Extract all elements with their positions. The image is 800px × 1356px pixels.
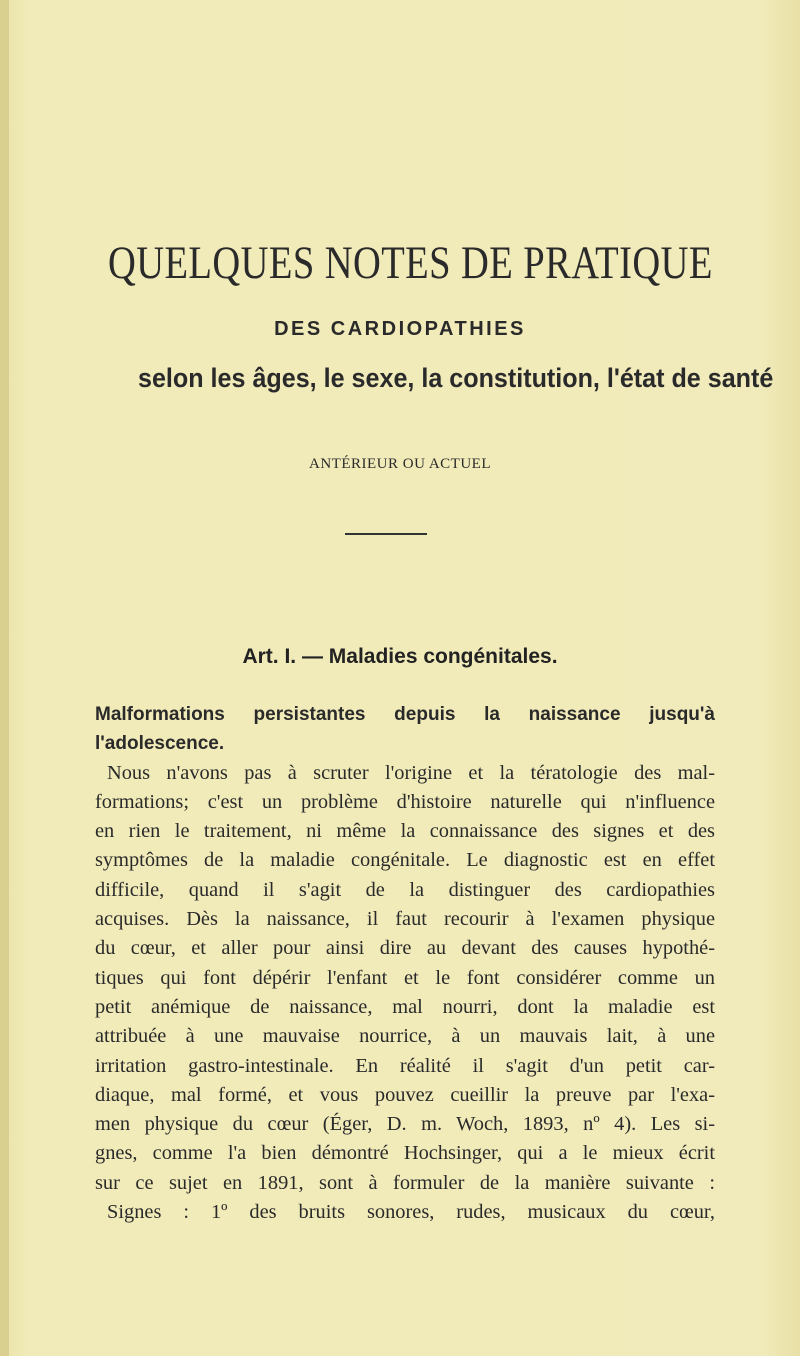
- section-heading-line: l'adolescence.: [95, 733, 225, 755]
- body-line: en rien le traitement, ni même la connaissance des signes et des: [95, 820, 715, 843]
- page-edge: [0, 0, 9, 1356]
- body-line: du cœur, et aller pour ainsi dire au devant des causes hypothé-: [95, 937, 715, 960]
- section-heading-line: Malformations persistantes depuis la naissance jusqu'à: [95, 704, 715, 725]
- title-line-4: ANTÉRIEUR OU ACTUEL: [309, 456, 491, 472]
- body-line: gnes, comme l'a bien démontré Hochsinger, qui a le mieux écrit: [95, 1142, 715, 1165]
- title-line-3: selon les âges, le sexe, la constitution, l'état de santé: [138, 363, 774, 393]
- main-title: QUELQUES NOTES DE PRATIQUE: [108, 237, 713, 289]
- divider-rule: [345, 533, 427, 535]
- body-line: symptômes de la maladie congénitale. Le diagnostic est en effet: [95, 849, 715, 872]
- article-body: [95, 700, 715, 1227]
- body-line: tiques qui font dépérir l'enfant et le font considérer comme un: [95, 966, 715, 989]
- article-title: Art. I. — Maladies congénitales.: [242, 645, 558, 668]
- body-line: formations; c'est un problème d'histoire naturelle qui n'influence: [95, 790, 715, 813]
- body-line: attribuée à une mauvaise nourrice, à un mauvais lait, à une: [95, 1025, 715, 1048]
- body-line: difficile, quand il s'agit de la distinguer des cardiopathies: [95, 878, 715, 901]
- body-line: diaque, mal formé, et vous pouvez cueillir la preuve par l'exa-: [95, 1083, 715, 1106]
- body-line: Signes : 1º des bruits sonores, rudes, musicaux du cœur,: [107, 1201, 715, 1224]
- body-line: men physique du cœur (Éger, D. m. Woch, 1893, nº 4). Les si-: [95, 1113, 715, 1136]
- body-line: Nous n'avons pas à scruter l'origine et la tératologie des mal-: [107, 761, 715, 784]
- body-line: acquises. Dès la naissance, il faut recourir à l'examen physique: [95, 908, 715, 931]
- body-line: irritation gastro-intestinale. En réalité il s'agit d'un petit car-: [95, 1054, 715, 1077]
- subtitle: DES CARDIOPATHIES: [274, 318, 526, 340]
- body-line: petit anémique de naissance, mal nourri, dont la maladie est: [95, 995, 715, 1018]
- body-line: sur ce sujet en 1891, sont à formuler de la manière suivante :: [95, 1171, 715, 1194]
